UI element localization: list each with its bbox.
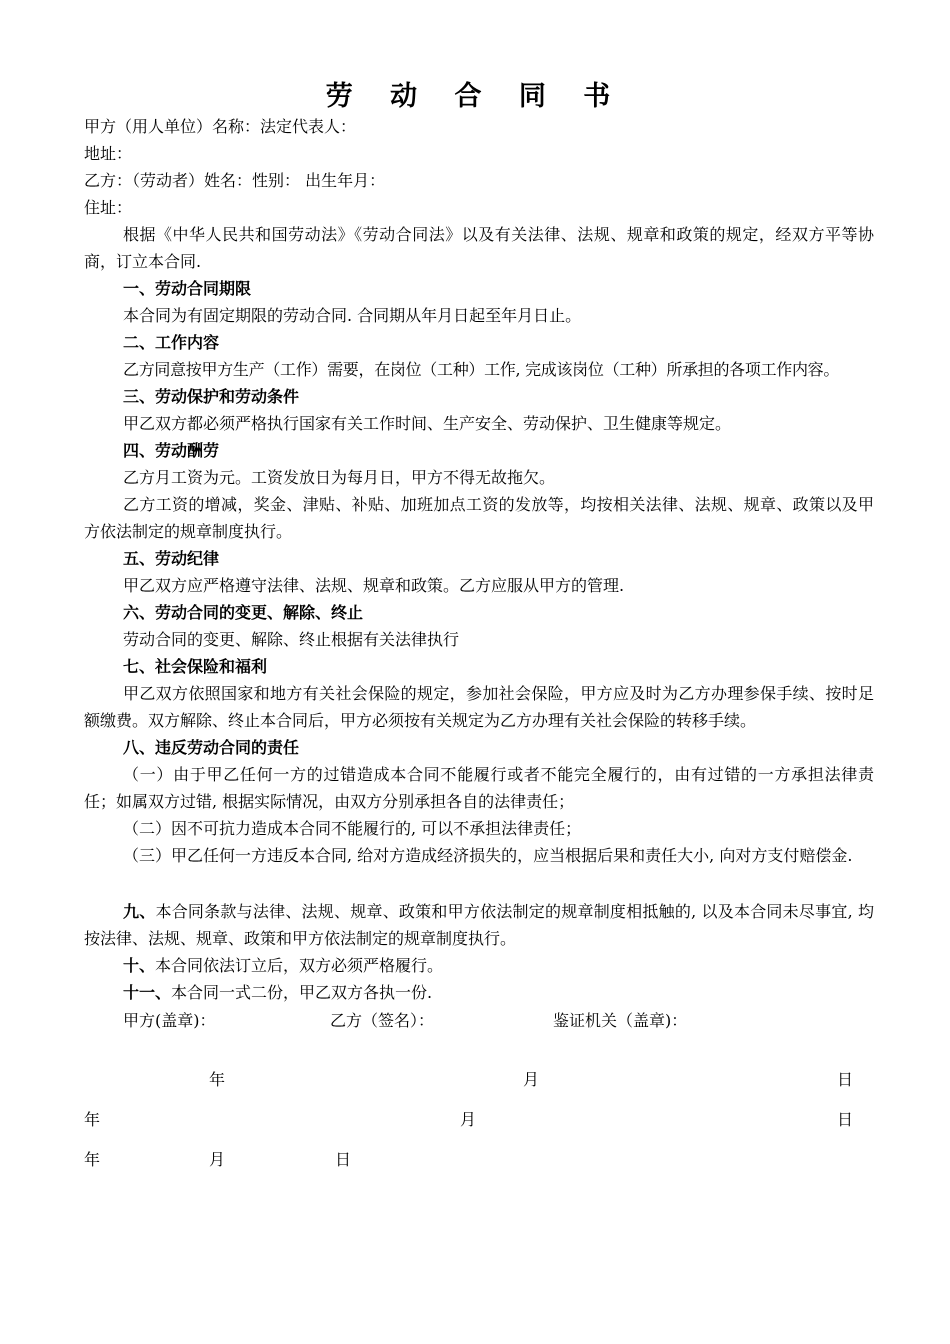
section-7-text: 甲乙双方依照国家和地方有关社会保险的规定，参加社会保险，甲方应及时为乙方办理参保手续、按时足额缴费。双方解除、终止本合同后，甲方必须按有关规定为乙方办理有关社会保险的转移手续。 — [84, 684, 874, 730]
party-b-line: 乙方：（劳动者）姓名：性别： 出生年月： — [84, 171, 386, 190]
document-title: 劳 动 合 同 书 — [325, 81, 625, 112]
party-a-line: 甲方（用人单位）名称：法定代表人： — [84, 117, 357, 136]
section-10-text: 本合同依法订立后，双方必须严格履行。 — [155, 956, 444, 975]
section-1-text: 本合同为有固定期限的劳动合同. 合同期从年月日起至年月日止。 — [123, 306, 582, 325]
section-9-number: 九、 — [123, 902, 156, 921]
authority-seal-label: 鉴证机关（盖章)： — [553, 1011, 688, 1030]
date-year-3: 年 — [84, 1150, 101, 1169]
date-day-1: 日 — [837, 1070, 854, 1089]
section-8-clause-2: （二）因不可抗力造成本合同不能履行的, 可以不承担法律责任； — [123, 819, 582, 838]
section-5-heading: 五、劳动纪律 — [123, 549, 220, 568]
section-11-number: 十一、 — [123, 983, 172, 1002]
date-year-1: 年 — [209, 1070, 226, 1089]
party-a-signature-label: 甲方(盖章)： — [123, 1011, 216, 1030]
date-month-1: 月 — [523, 1070, 540, 1089]
section-9-text: 本合同条款与法律、法规、规章、政策和甲方依法制定的规章制度相抵触的, 以及本合同未尽事宜, 均按法律、法规、规章、政策和甲方依法制定的规章制度执行。 — [84, 902, 874, 948]
date-day-3: 日 — [335, 1150, 352, 1169]
address-line: 地址： — [84, 144, 133, 163]
section-2-text: 乙方同意按甲方生产（工作）需要，在岗位（工种）工作, 完成该岗位（工种）所承担的各项工作内容。 — [123, 360, 840, 379]
section-10-number: 十、 — [123, 956, 156, 975]
section-5-text: 甲乙双方应严格遵守法律、法规、规章和政策。乙方应服从甲方的管理. — [123, 576, 625, 595]
section-4-heading: 四、劳动酬劳 — [123, 441, 220, 460]
section-8-clause-3: （三）甲乙任何一方违反本合同, 给对方造成经济损失的，应当根据后果和责任大小, 向对方支付赔偿金. — [123, 846, 853, 865]
section-3-text: 甲乙双方都必须严格执行国家有关工作时间、生产安全、劳动保护、卫生健康等规定。 — [123, 414, 732, 433]
section-7-heading: 七、社会保险和福利 — [123, 657, 268, 676]
section-6-heading: 六、劳动合同的变更、解除、终止 — [123, 603, 364, 622]
section-9-paragraph — [84, 898, 874, 952]
section-1-heading: 一、劳动合同期限 — [123, 279, 252, 298]
section-4-text-2: 乙方工资的增减，奖金、津贴、补贴、加班加点工资的发放等，均按相关法律、法规、规章、政策以及甲方依法制定的规章制度执行。 — [84, 495, 874, 541]
section-11-line — [123, 979, 874, 1006]
section-6-text: 劳动合同的变更、解除、终止根据有关法律执行 — [123, 630, 460, 649]
section-2-heading: 二、工作内容 — [123, 333, 220, 352]
residence-line: 住址： — [84, 198, 133, 217]
section-4-text-1: 乙方月工资为元。工资发放日为每月日，甲方不得无故拖欠。 — [123, 468, 556, 487]
date-day-2: 日 — [837, 1110, 854, 1129]
date-month-2: 月 — [460, 1110, 477, 1129]
section-8-heading: 八、违反劳动合同的责任 — [123, 738, 300, 757]
party-b-signature-label: 乙方（签名）： — [330, 1011, 435, 1030]
section-3-heading: 三、劳动保护和劳动条件 — [123, 387, 300, 406]
section-10-line — [123, 952, 874, 979]
date-year-2: 年 — [84, 1110, 101, 1129]
intro-paragraph: 根据《中华人民共和国劳动法》《劳动合同法》以及有关法律、法规、规章和政策的规定，经双方平等协商，订立本合同. — [84, 225, 874, 271]
date-month-3: 月 — [209, 1150, 226, 1169]
section-8-clause-1: （一）由于甲乙任何一方的过错造成本合同不能履行或者不能完全履行的，由有过错的一方承担法律责任；如属双方过错, 根据实际情况，由双方分别承担各自的法律责任； — [84, 765, 874, 811]
section-11-text: 本合同一式二份，甲乙双方各执一份. — [171, 983, 433, 1002]
